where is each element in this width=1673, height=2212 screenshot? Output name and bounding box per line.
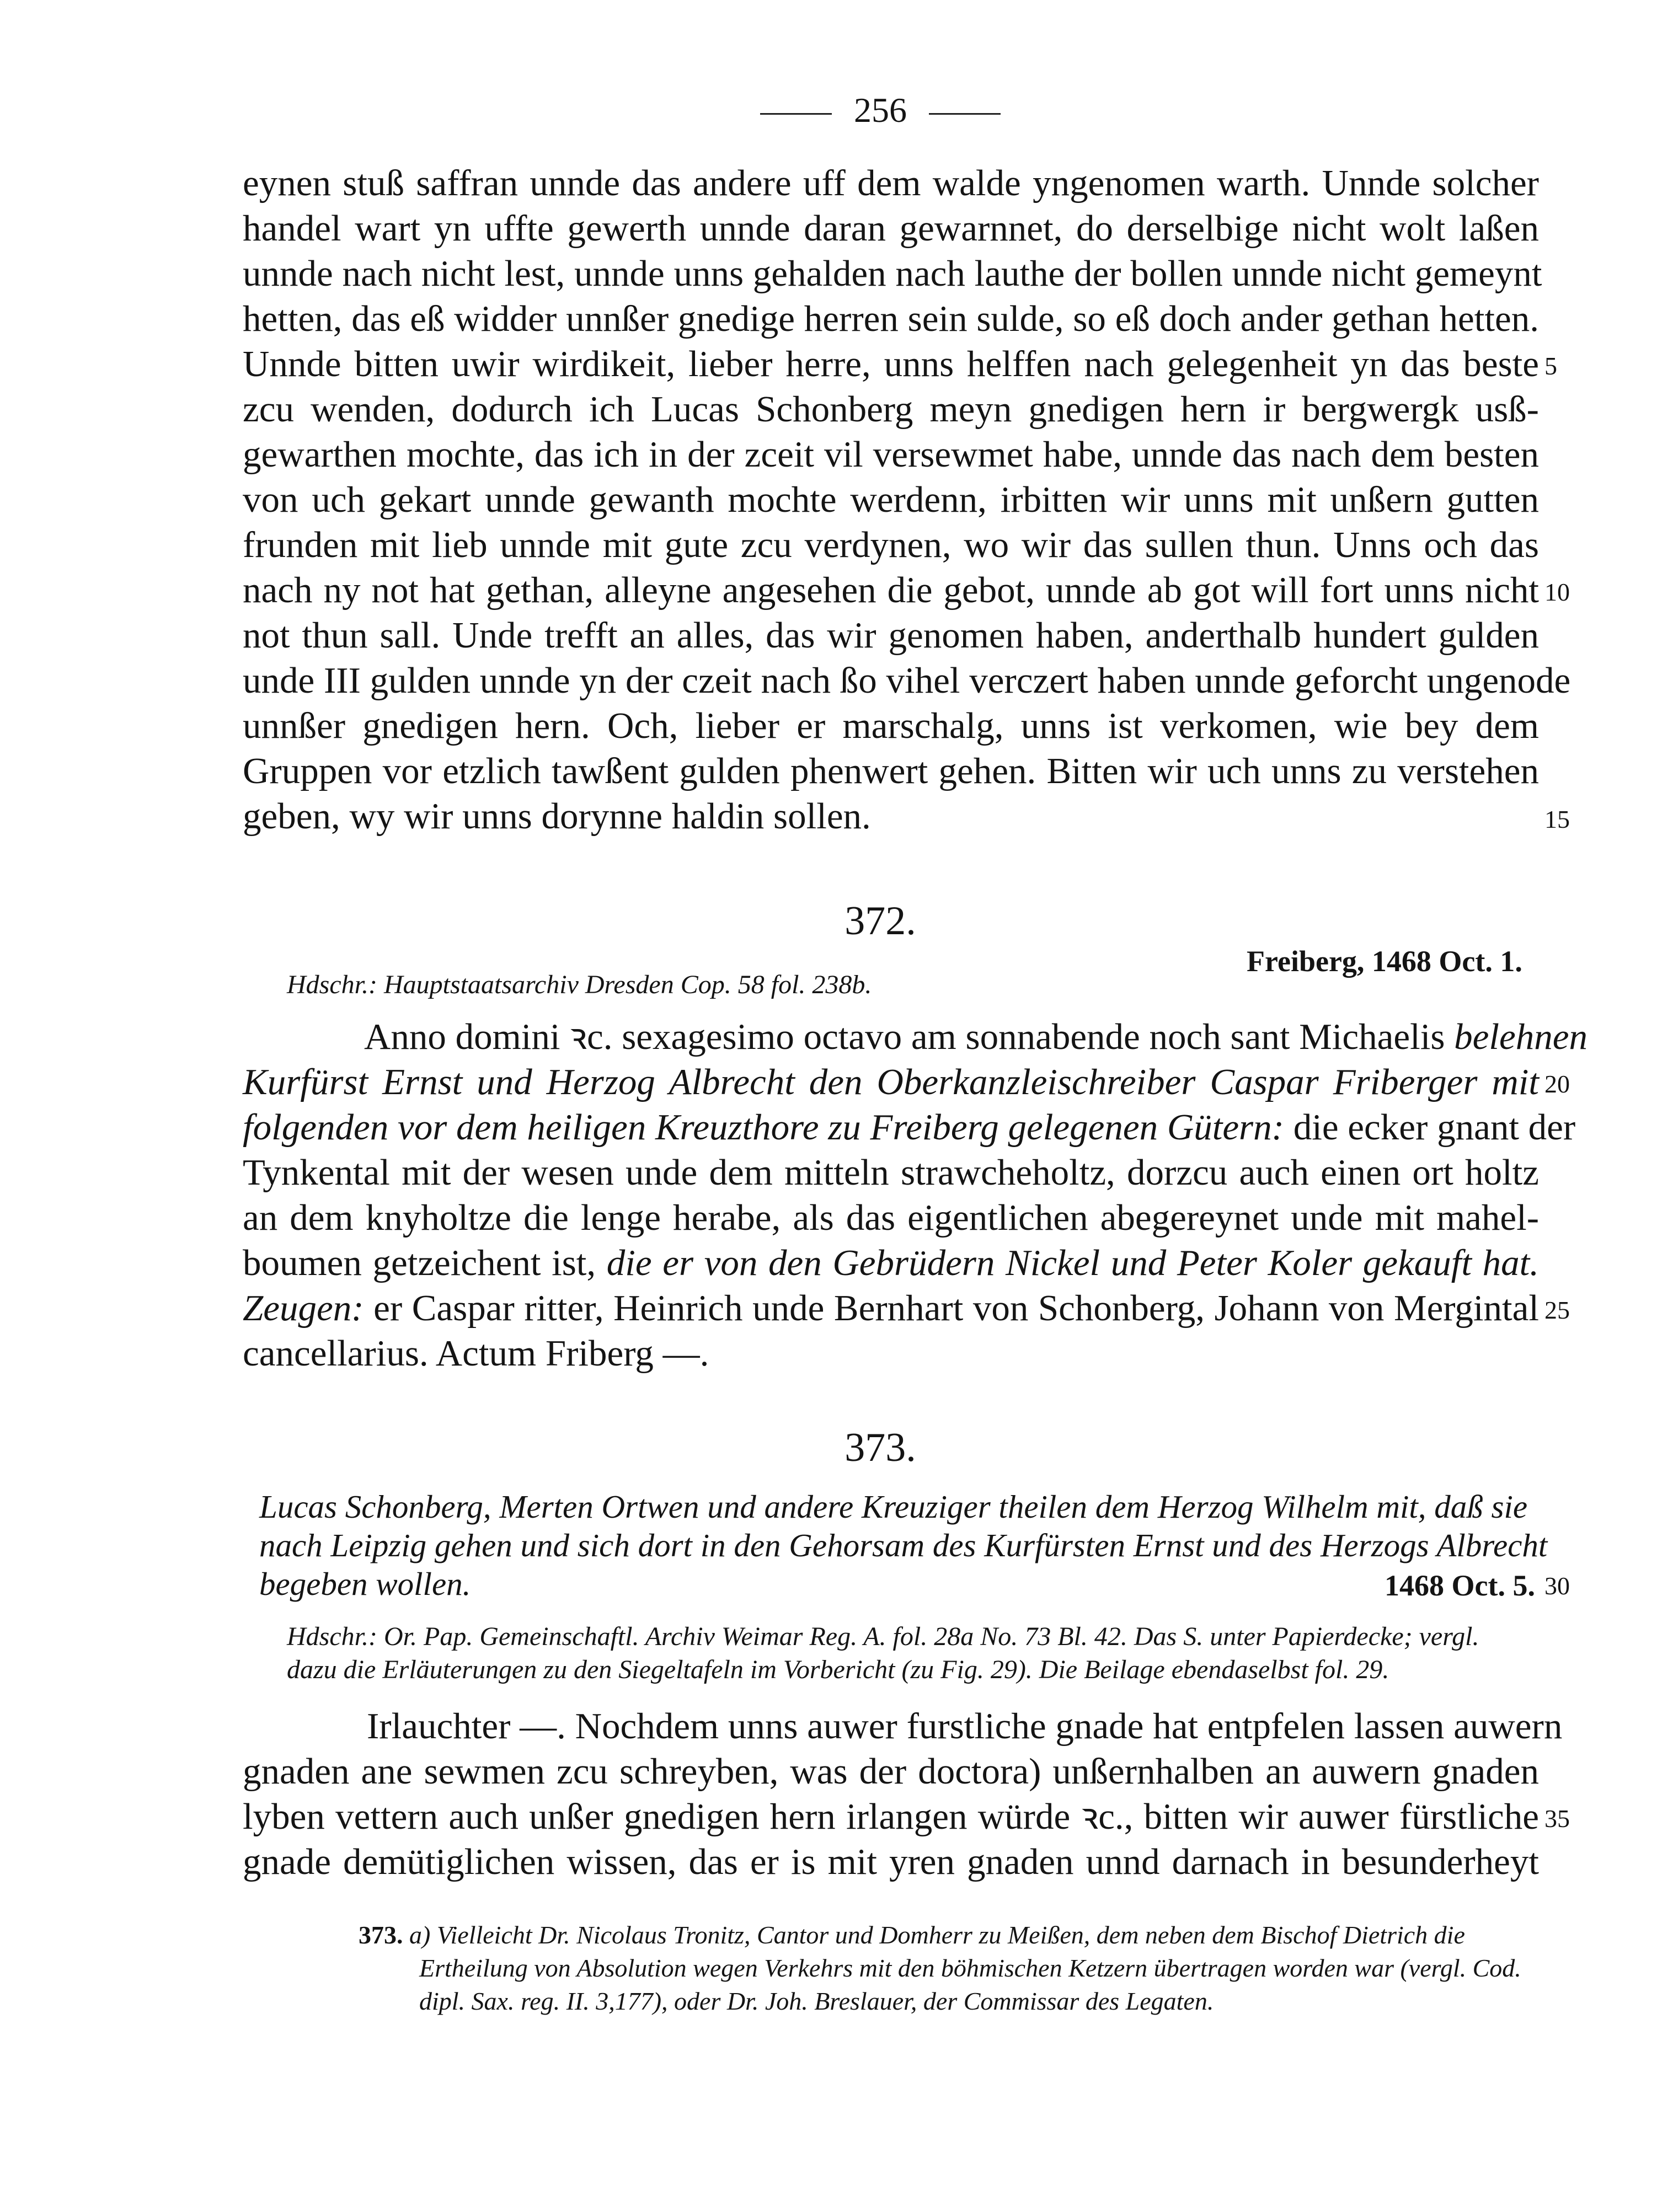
document-number: 373. (844, 1425, 916, 1470)
text-segment: boumen getzeichent ist, (243, 1242, 607, 1283)
text-line: Irlauchter —. Nochdem unns auwer furstliche gnade hat entpfelen lassen auwern (367, 1706, 1563, 1747)
line-number: 10 (1544, 578, 1570, 606)
text-line: gnaden ane sewmen zcu schreyben, was der doctora) unßernhalben an auwern gnaden (243, 1751, 1539, 1792)
line-number: 20 (1544, 1070, 1570, 1098)
text-line: nach ny not hat gethan, alleyne angesehen die gebot, unnde ab got will fort unns nicht (243, 570, 1539, 610)
text-segment: er Caspar ritter, Heinrich unde Bernhart von Schonberg, Johann von Mergintal (373, 1288, 1539, 1329)
text-line: hetten, das eß widder unnßer gnedige herren sein sulde, so eß doch ander gethan hetten. (243, 298, 1539, 339)
footnote-line: Ertheilung von Absolution wegen Verkehrs mit den böhmischen Ketzern übertragen worden war (vergl. Cod. (419, 1954, 1521, 1982)
text-line (364, 1015, 1588, 1059)
line-number: 30 (1544, 1572, 1570, 1600)
text-segment: die ecker gnant der (1293, 1107, 1576, 1148)
line-number: 25 (1544, 1296, 1570, 1324)
text-line: Gruppen vor etzlich tawßent gulden phenwert gehen. Bitten wir uch unns zu verstehen (243, 751, 1539, 791)
text-line: von uch gekart unnde gewanth mochte werdenn, irbitten wir unns mit unßern gutten (243, 479, 1539, 520)
footnote-line (359, 1919, 1465, 1951)
text-line: geben, wy wir unns dorynne haldin sollen. (243, 796, 871, 837)
text-line: zcu wenden, dodurch ich Lucas Schonberg meyn gnedigen hern ir bergwergk usß- (243, 389, 1539, 430)
page-header (726, 88, 1035, 132)
footnote-text: a) Vielleicht Dr. Nicolaus Tronitz, Cantor und Domherr zu Meißen, dem neben dem Bischof Dietrich die (409, 1921, 1465, 1949)
text-segment-italic: belehnen (1454, 1016, 1588, 1057)
source-note: Hdschr.: Hauptstaatsarchiv Dresden Cop. 58 fol. 238b. (287, 970, 872, 999)
source-note: dazu die Erläuterungen zu den Siegeltafeln im Vorbericht (zu Fig. 29). Die Beilage ebendaselbst fol. 29. (287, 1655, 1389, 1684)
text-line: cancellarius. Actum Friberg —. (243, 1333, 709, 1374)
text-line: Kurfürst Ernst und Herzog Albrecht den Oberkanzleischreiber Caspar Friberger mit (243, 1062, 1539, 1102)
document-number: 372. (844, 898, 916, 944)
page-number: 256 (854, 90, 907, 130)
text-line: unde III gulden unnde yn der czeit nach ßo vihel verczert haben unnde geforcht ungenode (243, 660, 1571, 701)
header-dash-left (760, 113, 832, 115)
text-segment-italic: Zeugen: (243, 1288, 374, 1329)
text-line: an dem knyholtze die lenge herabe, als das eigentlichen abegereynet unde mit mahel- (243, 1197, 1539, 1238)
text-line: gewarthen mochte, das ich in der zceit vil versewmet habe, unnde das nach dem besten (243, 434, 1539, 475)
footnote-label: 373. (359, 1921, 403, 1949)
place-date: Freiberg, 1468 Oct. 1. (1247, 945, 1522, 978)
text-line: unnde nach nicht lest, unnde unns gehalden nach lauthe der bollen unnde nicht gemeynt (243, 253, 1542, 294)
text-line (243, 1105, 1576, 1149)
text-line: Tynkental mit der wesen unde dem mitteln strawcheholtz, dorzcu auch einen ort holtz (243, 1152, 1539, 1193)
text-line: gnade demütiglichen wissen, das er is mit yren gnaden unnd darnach in besunderheyt (243, 1841, 1539, 1882)
line-number: 35 (1544, 1804, 1570, 1833)
text-line: eynen stuß saffran unnde das andere uff dem walde yngenomen warth. Unnde solcher (243, 163, 1539, 203)
text-line: Unnde bitten uwir wirdikeit, lieber herre, unns helffen nach gelegenheit yn das beste (243, 344, 1539, 384)
text-line (243, 1286, 1539, 1330)
text-line: lyben vettern auch unßer gnedigen hern irlangen würde ꝛc., bitten wir auwer fürstliche (243, 1796, 1539, 1837)
regest-line: begeben wollen. (259, 1566, 471, 1602)
regest-line: Lucas Schonberg, Merten Ortwen und andere Kreuziger theilen dem Herzog Wilhelm mit, daß sie (259, 1488, 1528, 1525)
source-note: Hdschr.: Or. Pap. Gemeinschaftl. Archiv Weimar Reg. A. fol. 28a No. 73 Bl. 42. Das S. unter Papierdecke; vergl. (287, 1622, 1479, 1651)
line-number: 15 (1544, 805, 1570, 833)
header-dash-right (929, 113, 1001, 115)
text-line (243, 1241, 1539, 1285)
regest-line: nach Leipzig gehen und sich dort in den Gehorsam des Kurfürsten Ernst und des Herzogs Albrecht (259, 1527, 1548, 1563)
place-date: 1468 Oct. 5. (1385, 1569, 1535, 1602)
text-line: frunden mit lieb unnde mit gute zcu verdynen, wo wir das sullen thun. Unns och das (243, 524, 1539, 565)
text-segment: Anno domini ꝛc. sexagesimo octavo am sonnabende noch sant Michaelis (364, 1016, 1455, 1057)
text-line: handel wart yn uffte gewerth unnde daran gewarnnet, do derselbige nicht wolt laßen (243, 208, 1539, 249)
text-segment-italic: die er von den Gebrüdern Nickel und Peter Koler gekauft hat. (606, 1242, 1539, 1283)
text-segment-italic: folgenden vor dem heiligen Kreuzthore zu Freiberg gelegenen Gütern: (243, 1107, 1293, 1148)
text-line: unnßer gnedigen hern. Och, lieber er marschalg, unns ist verkomen, wie bey dem (243, 705, 1539, 746)
footnote-line: dipl. Sax. reg. II. 3,177), oder Dr. Joh. Breslauer, der Commissar des Legaten. (419, 1987, 1214, 2015)
line-number: 5 (1544, 352, 1557, 380)
text-line: not thun sall. Unde trefft an alles, das wir genomen haben, anderthalb hundert gulden (243, 615, 1539, 656)
